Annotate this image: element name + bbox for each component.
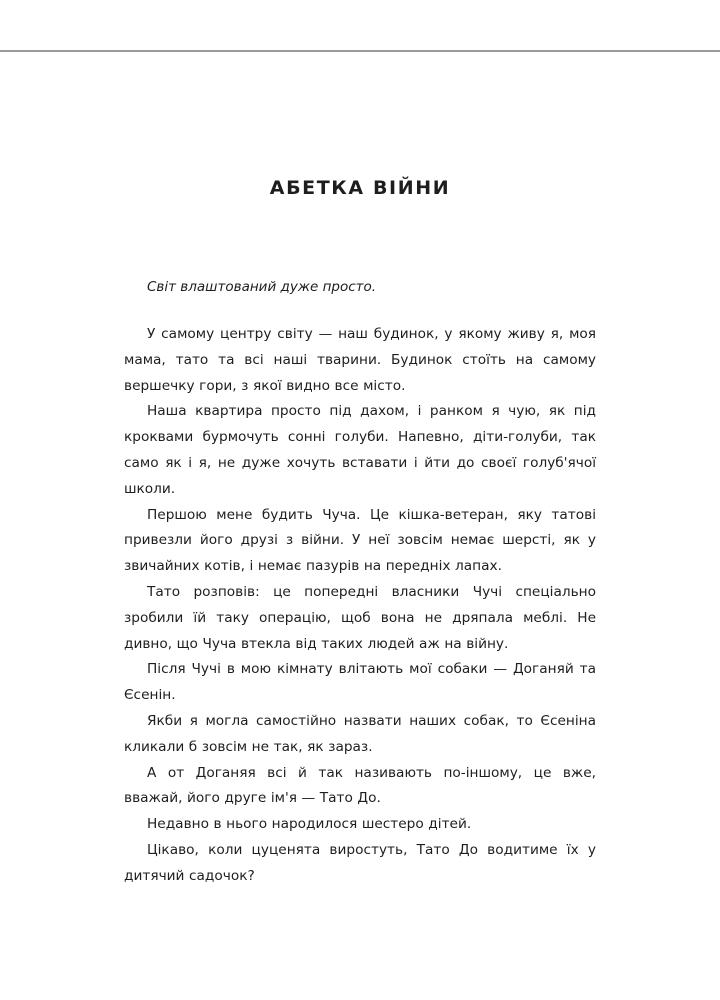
epigraph: Світ влаштований дуже просто.: [147, 279, 377, 295]
paragraph: Недавно в нього народилося шестеро дітей.: [147, 816, 472, 833]
paragraph: Якби я могла самостійно назвати наших собак, то Єсеніна кликали б зовсім не так, як зараз.: [124, 712, 596, 755]
paragraph: У самому центру світу — наш будинок, у якому живу я, моя мама, тато та всі наші тварини. Будинок стоїть на самому вершечку гори, з якої видно все місто.: [124, 326, 596, 394]
paragraph: Після Чучі в мою кімнату влітають мої собаки — Доганяй та Єсенін.: [124, 661, 596, 704]
paragraph: Тато розповів: це попередні власники Чучі спеціально зробили їй таку операцію, щоб вона не дряпала меблі. Не дивно, що Чуча втекла від таких людей аж на війну.: [124, 583, 596, 652]
page-top-rule: [0, 50, 720, 52]
paragraph: Першою мене будить Чуча. Це кішка-ветеран, яку татові привезли його друзі з війни. У неї зовсім немає шерсті, як у звичайних котів, і немає пазурів на передніх лапах.: [124, 506, 596, 575]
chapter-title: АБЕТКА ВІЙНИ: [269, 177, 451, 199]
body-text: [124, 322, 596, 890]
paragraph: Цікаво, коли цуценята виростуть, Тато До водитиме їх у дитячий садочок?: [124, 841, 596, 884]
paragraph: Наша квартира просто під дахом, і ранком я чую, як під кроквами бурмочуть сонні голуби. Напевно, діти-голуби, так само як і я, не дуже хочуть вставати і йти до своєї голуб'ячої школи.: [124, 403, 596, 497]
paragraph: А от Доганяя всі й так називають по-іншому, це вже, вважай, його друге ім'я — Тато До.: [124, 764, 596, 807]
